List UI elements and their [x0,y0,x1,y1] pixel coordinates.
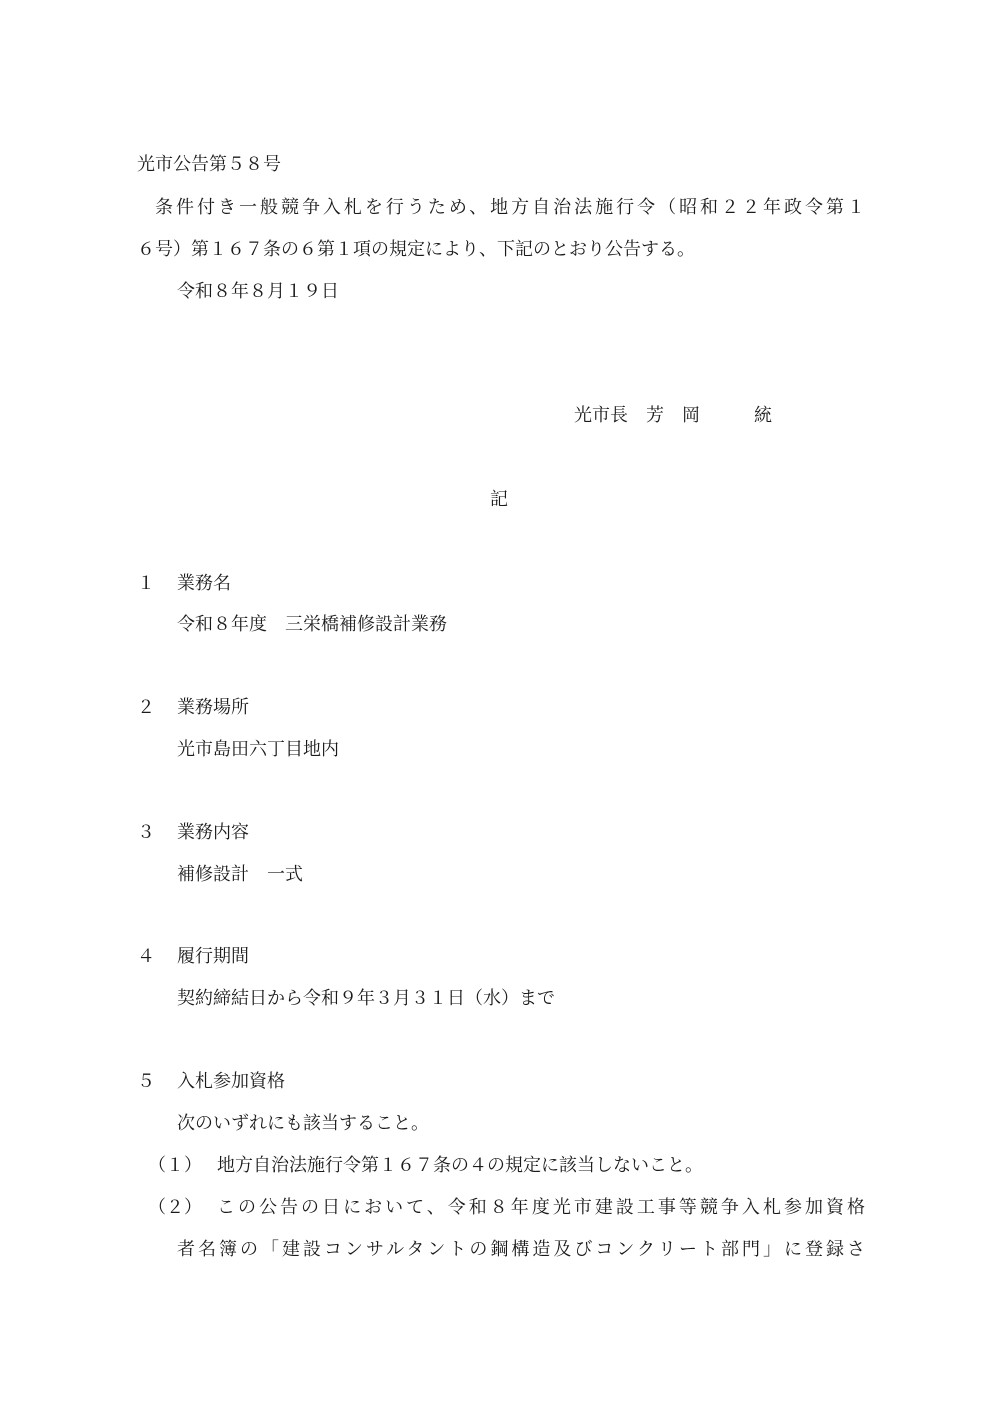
subitem-2-text: この公告の日において、令和８年度光市建設工事等競争入札参加資格 [217,1197,865,1218]
section-2-number: ２ [137,697,155,718]
subitem-1-text: 地方自治法施行令第１６７条の４の規定に該当しないこと。 [217,1155,703,1176]
notice-date: 令和８年８月１９日 [177,281,339,302]
section-1-number: １ [137,573,155,594]
section-4-number: ４ [137,946,155,967]
section-5-title: 入札参加資格 [177,1071,285,1092]
section-4-title: 履行期間 [177,946,249,967]
ki-heading: 記 [490,489,508,510]
section-3-content: 補修設計 一式 [177,864,303,885]
section-1-title: 業務名 [177,573,231,594]
section-2-title: 業務場所 [177,697,249,718]
section-5-content: 次のいずれにも該当すること。 [177,1113,429,1134]
section-3-title: 業務内容 [177,822,249,843]
body-line-1: 条件付き一般競争入札を行うため、地方自治法施行令（昭和２２年政令第１ [155,197,865,218]
section-1-content: 令和８年度 三栄橋補修設計業務 [177,614,447,635]
notice-number: 光市公告第５８号 [137,154,281,175]
section-3-number: ３ [137,822,155,843]
section-5-number: ５ [137,1071,155,1092]
signatory: 光市長 芳 岡 統 [574,405,772,426]
body-line-2: ６号）第１６７条の６第１項の規定により、下記のとおり公告する。 [137,239,695,260]
section-2-content: 光市島田六丁目地内 [177,739,339,760]
subitem-1-label: （１） [148,1155,202,1176]
subitem-2-label: （２） [148,1197,202,1218]
subitem-2-text-continued: 者名簿の「建設コンサルタントの鋼構造及びコンクリート部門」に登録さ [177,1239,865,1260]
section-4-content: 契約締結日から令和９年３月３１日（水）まで [177,988,555,1009]
